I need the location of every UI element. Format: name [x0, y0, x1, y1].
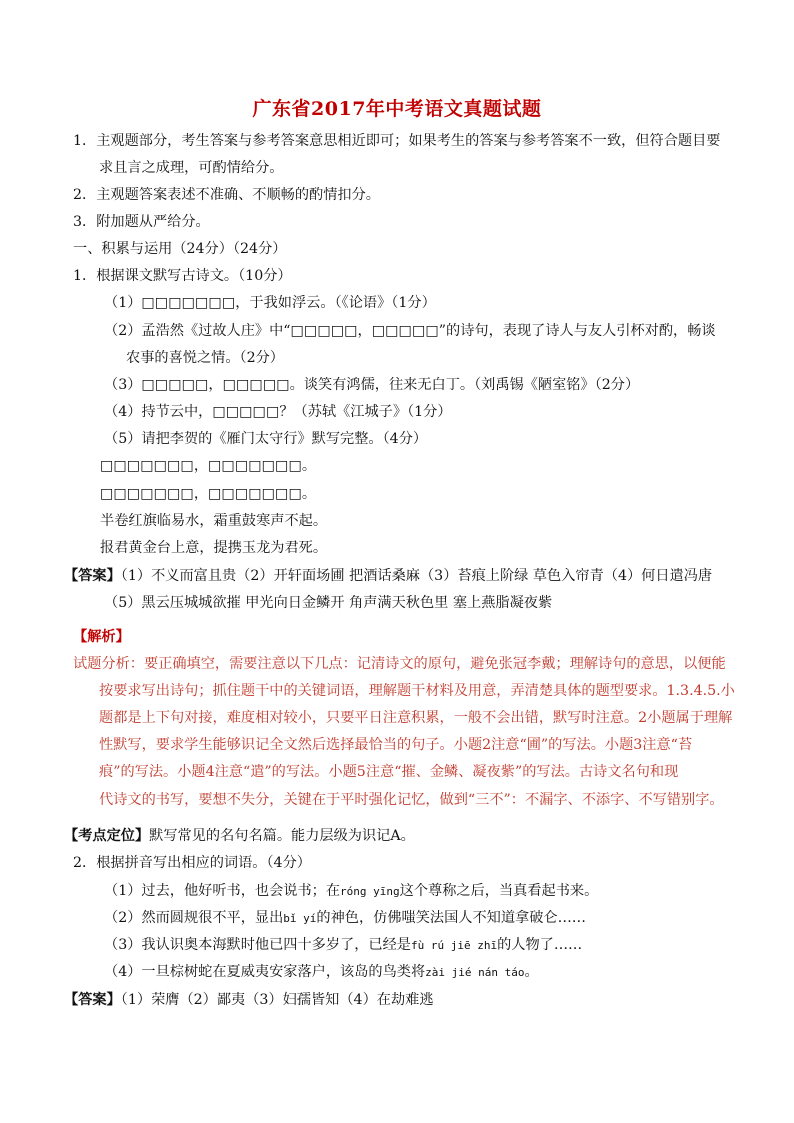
- analysis-line: 按要求写出诗句；抓住题干中的关键词语，理解题干材料及用意，弄清楚具体的题型要求。1.3.4.5.小: [99, 683, 735, 699]
- item-text: （2）然而圆规很不平，显出: [104, 910, 284, 926]
- section-heading: 一、积累与运用（24分）（24分）: [73, 241, 287, 257]
- analysis-line: 代诗文的书写，要想不失分，关键在于平时强化记忆，做到“三不”：不漏字、不添字、不写错别字。: [99, 792, 724, 808]
- question-1-item: （1）□□□□□□□，于我如浮云。（《论语》（1分）: [104, 295, 436, 311]
- poem-line: 报君黄金台上意，提携玉龙为君死。: [100, 540, 328, 556]
- answer-block: [64, 566, 712, 586]
- item-text: （4）一旦棕树蛇在夏威夷安家落户，该岛的鸟类将: [104, 964, 426, 980]
- question-2-item: [104, 881, 598, 902]
- question-1-item: （5）请把李贺的《雁门太守行》默写完整。（4分）: [104, 431, 428, 447]
- note-1: 1．主观题部分，考生答案与参考答案意思相近即可；如果考生的答案与参考答案不一致，但符合题目要: [73, 133, 721, 149]
- item-text: （3）我认识奥本海默时他已四十多岁了，已经是: [104, 937, 411, 953]
- question-1-item: （3）□□□□□，□□□□□。谈笑有鸿儒，往来无白丁。（刘禹锡《陋室铭》（2分）: [104, 377, 640, 393]
- question-1-item-cont: 农事的喜悦之情。（2分）: [126, 350, 284, 366]
- page-title: 广东省2017年中考语文真题试题: [252, 98, 542, 120]
- answer-tag: 【答案】: [64, 568, 121, 584]
- question-2-item: [104, 962, 539, 983]
- poem-line: 半卷红旗临易水，霜重鼓寒声不起。: [100, 513, 328, 529]
- question-1-item: （2）孟浩然《过故人庄》中“□□□□□，□□□□□”的诗句，表现了诗人与友人引杯对酌，畅谈: [104, 323, 716, 339]
- item-text: 。: [524, 964, 539, 980]
- poem-line: □□□□□□□，□□□□□□□。: [100, 458, 317, 474]
- analysis-line: 痕”的写法。小题4注意“遣”的写法。小题5注意“摧、金鳞、凝夜紫”的写法。古诗文名句和现: [99, 764, 679, 780]
- exam-point-text: 默写常见的名句名篇。能力层级为识记A。: [149, 828, 415, 844]
- item-text: 这个尊称之后，当真看起书来。: [399, 883, 599, 899]
- question-2-item: [104, 935, 582, 956]
- note-2: 2．主观题答案表述不准确、不顺畅的酌情扣分。: [73, 187, 380, 203]
- question-2-stem: 2．根据拼音写出相应的词语。（4分）: [73, 855, 311, 871]
- item-text: 的人物了……: [497, 937, 583, 953]
- pinyin: bǐ yí: [283, 912, 317, 925]
- pinyin: fù rú jiē zhī: [410, 939, 498, 952]
- answer-block: [64, 990, 434, 1010]
- pinyin: zài jié nán táo: [425, 966, 525, 979]
- exam-point-tag: 【考点定位】: [64, 828, 150, 844]
- pinyin: róng yīng: [340, 885, 400, 898]
- answer-text: （1）不义而富且贵（2）开轩面场圃 把酒话桑麻（3）苔痕上阶绿 草色入帘青（4）何日遣冯唐: [120, 568, 713, 584]
- analysis-line: 题都是上下句对接，难度相对较小，只要平日注意积累，一般不会出错，默写时注意。2小题属于理解: [99, 710, 733, 726]
- answer-text: （1）荣膺（2）鄙夷（3）妇孺皆知（4）在劫难逃: [120, 992, 434, 1008]
- note-3: 3．附加题从严给分。: [73, 214, 210, 230]
- answer-text-cont: （5）黑云压城城欲摧 甲光向日金鳞开 角声满天秋色里 塞上燕脂凝夜紫: [104, 595, 553, 611]
- question-1-item: （4）持节云中，□□□□□？（苏轼《江城子》（1分）: [104, 404, 452, 420]
- exam-point-block: [64, 826, 415, 846]
- question-2-item: [104, 908, 586, 929]
- answer-tag: 【答案】: [64, 992, 121, 1008]
- note-1-cont: 求且言之成理，可酌情给分。: [99, 160, 284, 176]
- question-1-stem: 1．根据课文默写古诗文。（10分）: [73, 268, 292, 284]
- item-text: 的神色，仿佛嗤笑法国人不知道拿破仑……: [316, 910, 586, 926]
- analysis-tag: 【解析】: [73, 629, 130, 645]
- analysis-line: 试题分析：要正确填空，需要注意以下几点：记清诗文的原句，避免张冠李戴；理解诗句的意思，以便能: [73, 656, 726, 672]
- item-text: （1）过去，他好听书，也会说书；在: [104, 883, 341, 899]
- poem-line: □□□□□□□，□□□□□□□。: [100, 486, 317, 502]
- analysis-line: 性默写，要求学生能够识记全文然后选择最恰当的句子。小题2注意“圃”的写法。小题3注意“苔: [99, 737, 693, 753]
